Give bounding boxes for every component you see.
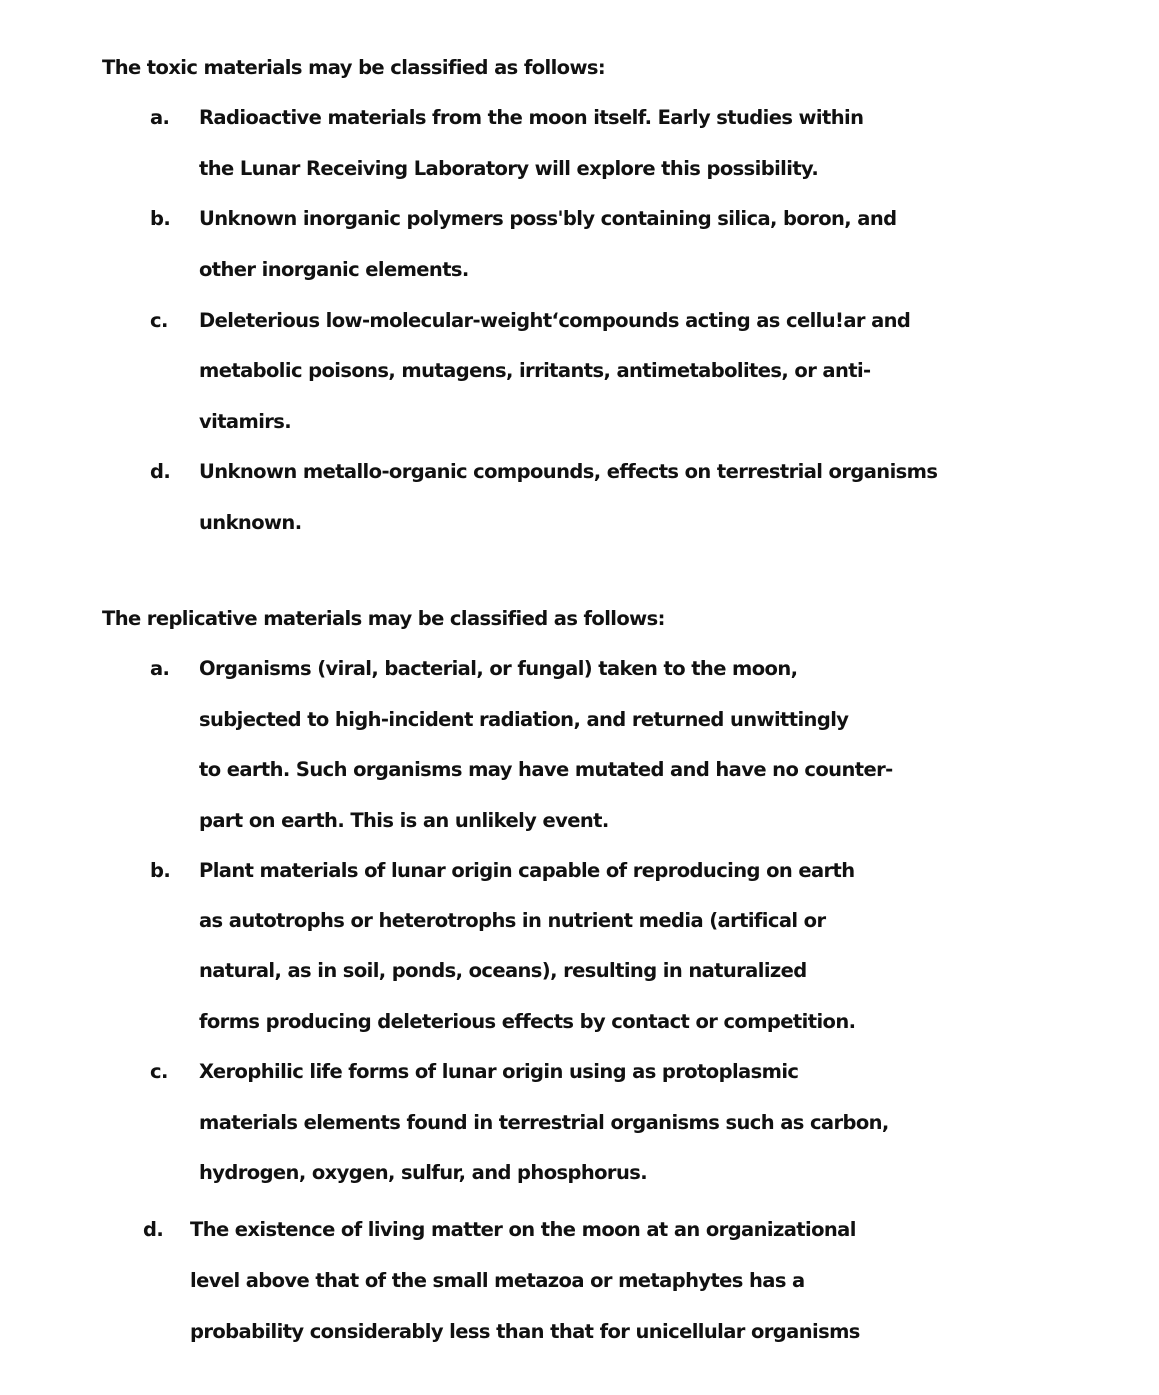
toxic-item-d-line-1: Unknown metallo-organic compounds, effects on terrestrial organisms bbox=[199, 460, 938, 483]
toxic-item-b-line-1: Unknown inorganic polymers poss'bly containing silica, boron, and bbox=[199, 207, 897, 230]
toxic-item-c-line-2: metabolic poisons, mutagens, irritants, antimetabolites, or anti- bbox=[199, 359, 871, 382]
replicative-item-a-marker: a. bbox=[150, 657, 170, 680]
replicative-item-b-line-1: Plant materials of lunar origin capable of reproducing on earth bbox=[199, 859, 855, 882]
replicative-intro: The replicative materials may be classified as follows: bbox=[102, 607, 665, 630]
replicative-item-d-line-1: The existence of living matter on the moon at an organizational bbox=[190, 1218, 856, 1241]
replicative-item-c-line-2: materials elements found in terrestrial organisms such as carbon, bbox=[199, 1111, 889, 1134]
replicative-item-a-line-3: to earth. Such organisms may have mutated and have no counter- bbox=[199, 758, 893, 781]
toxic-item-a-line-1: Radioactive materials from the moon itself. Early studies within bbox=[199, 106, 864, 129]
replicative-item-c-line-1: Xerophilic life forms of lunar origin using as protoplasmic bbox=[199, 1060, 799, 1083]
replicative-item-a-line-1: Organisms (viral, bacterial, or fungal) taken to the moon, bbox=[199, 657, 798, 680]
toxic-item-d-line-2: unknown. bbox=[199, 511, 302, 534]
replicative-item-d-line-3: probability considerably less than that for unicellular organisms bbox=[190, 1320, 860, 1343]
toxic-item-c-marker: c. bbox=[150, 309, 168, 332]
replicative-item-b-line-3: natural, as in soil, ponds, oceans), resulting in naturalized bbox=[199, 959, 807, 982]
toxic-item-c-line-3: vitamirs. bbox=[199, 410, 292, 433]
toxic-item-d-marker: d. bbox=[150, 460, 171, 483]
replicative-item-a-line-2: subjected to high-incident radiation, and returned unwittingly bbox=[199, 708, 849, 731]
toxic-intro: The toxic materials may be classified as follows: bbox=[102, 56, 606, 79]
toxic-item-b-marker: b. bbox=[150, 207, 171, 230]
replicative-item-b-line-4: forms producing deleterious effects by contact or competition. bbox=[199, 1010, 856, 1033]
toxic-item-a-marker: a. bbox=[150, 106, 170, 129]
replicative-item-d-marker: d. bbox=[143, 1218, 164, 1241]
toxic-item-c-line-1: Deleterious low-molecular-weight‘compounds acting as cellu!ar and bbox=[199, 309, 911, 332]
toxic-item-a-line-2: the Lunar Receiving Laboratory will explore this possibility. bbox=[199, 157, 819, 180]
replicative-item-c-line-3: hydrogen, oxygen, sulfur, and phosphorus. bbox=[199, 1161, 648, 1184]
toxic-item-b-line-2: other inorganic elements. bbox=[199, 258, 469, 281]
replicative-item-b-marker: b. bbox=[150, 859, 171, 882]
replicative-item-a-line-4: part on earth. This is an unlikely event. bbox=[199, 809, 609, 832]
replicative-item-d-line-2: level above that of the small metazoa or metaphytes has a bbox=[190, 1269, 805, 1292]
replicative-item-b-line-2: as autotrophs or heterotrophs in nutrient media (artifical or bbox=[199, 909, 826, 932]
replicative-item-c-marker: c. bbox=[150, 1060, 168, 1083]
